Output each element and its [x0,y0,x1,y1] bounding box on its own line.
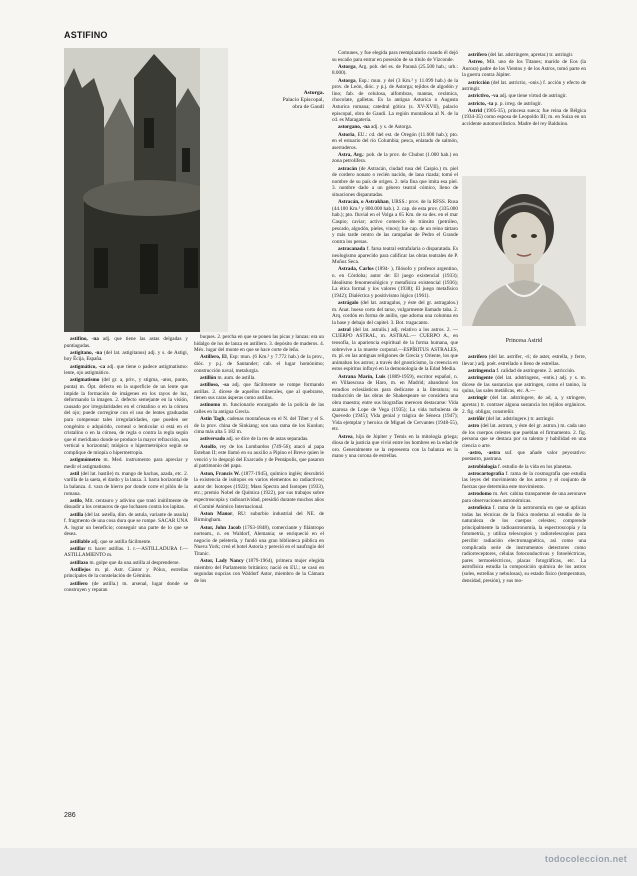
astorga-palace-image [64,48,228,332]
caption-title: Astorga. [303,90,324,96]
dictionary-entry: astrofísica f. rama de la astronomía en que se aplican todas las técnicas de la física moderna al estudio de la naturaleza de los cuerpos celestes; comprende principalmente la radioastronomía, la espectroscopía y la fotometría, y utiliza telescopios y radiotelescopios para percibir radiación electromagnética, así como una complicada serie de instrumentos detectores como radiorreceptores, células fotoconductivas y fotoeléctricas, pares termoeléctricos, placas fotográficas, etc. La astrofísica estudia la composición química de los astros (soles, estrellas y nebulosas), su estado físico (temperatura, densidad, presión), y sus mo- [462,505,586,584]
dictionary-entry: Astrana Marín, Luis (1889-1959), escritor español, n. en Villaescusa de Haro, m. en Madrid; abandonó los estudios eclesiásticos para dedicarse a la literatura; su traducción de las obras de Shakespeare se considera una obra maestra; entre sus biografías merecen destacarse: Vida azarosa de Lope de Vega (1935); La vida turbulenta de Quevedo (1945); Vida genial y trágica de Séneca (1947); Vida ejemplar y heroica de Miguel de Cervantes (1948-55), etc. [332,373,458,433]
dictionary-entry: astrocartografía f. rama de la cosmografía que estudia las leyes del movimiento de los astros y el conjunto de fuerzas que determina este movimiento. [462,470,586,491]
dictionary-entry: Astra, Arg.: pob. de la prov. de Chubut (1.000 hab.) en zona petrolífera. [332,151,458,165]
dictionary-entry: astinomo m. funcionario encargado de la policía de las calles en la antigua Grecia. [194,402,324,415]
dictionary-entry: astiversado adj. se dice de la res de astas separadas. [200,436,309,443]
dictionary-entry: astrífero (del lat. adstringere, apretar.) tr. astringir. [468,52,574,58]
dictionary-entry: astil (del lat. hastile) m. mango de hachas, azada, etc. 2. varilla de la saeta, el dardo y la lanza. 3. barra horizontal de la balanza. 4. vara de hierro por donde corre el pilón de la romana. [64,470,188,497]
dictionary-entry: astringir (del lat. adstringere, de ad, a, y stringere, apretar.) tr. contraer alguna sustancia los tejidos orgánicos. 2. fig. obligar, constreñir. [462,395,586,415]
dictionary-entry: astilloso, -sa adj. que fácilmente se rompe formando astillas. 2. dícese de aquellos minerales, que al quebrarse, tienen sus caras ásperas como astillas. [194,381,324,402]
dictionary-entry: buques. 2. percha en que se ponen las picas y lanzas: era un hidalgo de los de lanza en astillero. 3. depósito de maderos. 4. Méx. lugar del monte en que se hace corte de leña. [194,334,324,354]
running-header: ASTIFINO [64,30,108,40]
dictionary-entry: astrífero (del lat. astrifer, -ri; de aster, estrella, y ferre, llevar.) adj. poét. estrellado o lleno de estrellas. [462,354,586,367]
dictionary-entry: Astrid (1905-35), princesa sueca; fue reina de Bélgica (1934-35) como esposa de Leopoldo III; m. en Suiza en un accidente automovilístico. Madre del rey Balduino. [462,107,586,127]
dictionary-entry: astillón m. aum. de astilla. [200,374,256,381]
column-1 [64,336,188,856]
dictionary-entry: astillar tr. hacer astillas. 1. r.—ASTILLADURA f.—ASTILLAMIENTO m. [64,545,188,559]
dictionary-entry: astillazo m. golpe que da una astilla al desprenderse. [70,559,180,566]
dictionary-entry: Astrea, hija de Júpiter y Temis en la mitología griega; diosa de la justicia que vivió entre los hombres en la edad de oro. Generalmente se la representa con la balanza en la mano y una corona de estrellas. [332,433,458,460]
dictionary-entry: Astoria, EU.: cd. del est. de Oregón (11.600 hab.); pto. en el estuario del río Columbia; pesca, enlatado de salmón, aserraderos. [332,131,458,151]
dictionary-entry: astral (del lat. astralis.) adj. relativo a los astros. 2. — CUERPO ASTRAL, m. ASTRAL.— CUERPO A., en teosofía, la apariencia espiritual de la forma humana, que sobrevive a la muerte corporal.—ESPÍRITUS ASTRALES, m. pl. en las antiguas religiones de Grecia y Oriente, los que animaban los astros; a través del gnosticismo, la creencia en estos espíritus influyó en la demonología de la Edad Media. [332,326,458,373]
dictionary-entry: Astorga, Esp.: mun. y del (3 Km.² y 11.099 hab.) de la prov. de León, dióc. y p.j. de Astorga; tejidos de algodón y lino; fab. de celulosa, alfombras, mantas, cerámica, chocolate, galletas. Es la antigua Asturica o Augusta Asturica romana; catedral gótica (s. XV-XVII), palacio episcopal, obra de Gaudí. La región montañosa al N. de la cd. es Maragatería. [332,77,458,124]
dictionary-entry: astracanada f. farsa teatral estrafalaria o disparatada. Es neologismo aparecido para calificar las obras teatrales de P. Muñoz Seca. [332,245,458,266]
dictionary-entry: -astro, -astra suf. que añade valor peyorativo: poetastro, pastrana. [462,449,586,463]
dictionary-entry: Astrada, Carlos (1894- ), filósofo y profesor argentino, n. en Córdoba; autor de: El juego existencial (1933); Idealismo fenomenológico y metafísica existencial (1936); La ética formal y los valores (1938); El juego metafísico (1942); Dialéctica y positivismo lógico (1961). [332,266,458,299]
caption-line-2: obra de Gaudí [292,104,324,110]
dictionary-entry: Astillejos m. pl. Astr. Cástor y Pólux, estrellas principales de la constelación de Géminis. [64,566,188,580]
dictionary-entry: astigmatismo (del gr. a, priv., y stigma, -atos, punto, punta) m. Ópt. defecto en la superficie de un lente que impide la formación de imágenes en los rayos de luz, deformando la imagen. 2. defecto semejante en la visión, causado por irregularidades en el cristalino o en la córnea del ojo; puede corregirse con el uso de lentes graduadas para compensar tales irregularidades, que pueden ser congénito o adquirido, corneal o lenticular si está en el cristalino o en la córnea, de regla o contra la regla según que el meridiano donde se produce la mayor refracción, sea vertical u horizontal; miópico o hipermetrópico según se complique de miopía o hipermetropía. [64,377,188,456]
dictionary-entry: astricto, -ta p. p. irreg. de astringir. [468,100,542,107]
dictionary-entry: Astolfo, rey de los Lombardos (749-56); atacó al papa Esteban II; este llamó en su auxilio a Pipino el Breve quien le venció y lo despojó del Exarcado y de Pentápolis, que pasaron al patrimonio del papa. [194,443,324,470]
photo-caption-astorga [232,90,324,111]
princess-astrid-photo [462,176,586,326]
dictionary-entry: Astracán, o Astrakhan, URSS.: prov. de la RFSS. Rusa (44.100 Km.² y 800.000 hab.). 2. cap. de esta prov. (335.000 hab.); pto. fluvial en el Volga a 65 Km. de su des. en el mar Caspio; caviar; activo comercio de tránsito (petróleo, pescado, algodón, pieles, vinos); fue cap. de un reino tártaro y más tarde centro de las campañas de Pedro el Grande contra los persas. [332,199,458,245]
dictionary-entry: astillero (de astilla.) m. arsenal, lugar donde se construyen y reparan [64,580,188,594]
dictionary-entry: Aston, Francis W. (1877-1945), químico inglés; descubrió la existencia de isótopos en varios elementos no radiactivos; autor de: Isotopes (1922); Mass Spectra and Isotopes (1933), etc.; premio Nobel de Química (1922), por sus trabajos sobre espectroscopía y radioactividad, presidió durante muchos años el Comité Atómico Internacional. [194,470,324,510]
dictionary-entry: Astor, Lady Nancy (1879-1964), primera mujer elegida miembro del Parlamento británico; nació en EU.; se casó en segundas nupcias con Waldorf Astor, miembro de la Cámara de los [194,558,324,584]
dictionary-entry: astringente (del lat. adstringens, -entis.) adj. y s. m. dícese de las sustancias que astringen, como el tanino, la quina, las sales metálicas, etc. A.— [462,374,586,395]
caption-line-1: Palacio Episcopal, [282,97,324,103]
dictionary-entry: astringencia f. calidad de astringente. 2. astricción. [468,367,576,374]
dictionary-entry: astrodomo m. Aer. cabina transparente de una aeronave para observaciones astronómicas. [462,491,586,504]
astorga-palace-photo [64,48,228,332]
watermark-logo [545,854,627,864]
dictionary-entry: astilla (del lat. astella, dim. de astula, variante de assula) f. fragmento de una cosa dura que se rompe. SACAR UNA A. lograr un beneficio; conseguir una parte de lo que se desea. [64,511,188,538]
dictionary-entry: astro (del lat. astrum, y éste del gr. astron.) m. cada uno de los cuerpos celestes que pueblan el firmamento. 2. fig. persona que se destaca por su talento y habilidad en una ciencia o arte. [462,422,586,449]
dictionary-entry: astriñir (del lat. adstringere.) tr. astringir. [468,415,555,422]
dictionary-entry: astifino, -na adj. que tiene las astas delgadas y puntiagudas. [64,336,188,349]
watermark-suffix: .net [609,854,627,864]
dictionary-entry: Astreo, Mit. uno de los Titanes; marido de Eos (la Aurora) padre de los Vientos y de los Astros, tomó parte en la guerra contra Júpiter. [462,59,586,79]
dictionary-entry: astrobiología f. estudio de la vida en los planetas. [468,463,572,470]
princess-astrid-portrait [462,176,586,326]
dictionary-entry: astigmático, -ca adj. que tiene o padece astigmatismo: lente, ojo astigmático. [64,363,188,377]
dictionary-entry: Comunes, y fue elegida para reemplazarlo cuando él dejó su escaño para entrar en posesión de su título de Vizconde. [332,50,458,63]
column-3 [332,50,458,856]
photo-caption-astrid: Princesa Astrid [505,338,543,344]
watermark-footer [0,848,637,876]
dictionary-entry: Astorga, Arg. pob. del es. de Paraná (25.500 hab.; urb.: 8.000). [332,63,458,77]
column-2 [194,334,324,856]
dictionary-entry: astilo, Mit. centauro y adivino que trató inútilmente de disuadir a los centauros de que luchasen contra los lapitas. [64,497,188,511]
dictionary-entry: astrictivo, -va adj. que tiene virtud de astringir. [468,93,567,100]
dictionary-entry: astrágalo (del lat. astragalus, y éste del gr. astragalos.) m. Anat. hueso corto del tarso, vulgarmente llamado taba. 2. Arq. cordón en forma de anillo, que adorna una columna en la base y debajo del capitel. 3. Bot. tragacanto. [332,299,458,326]
dictionary-entry: astricción (del lat. astrictio, -onis.) f. acción y efecto de astringir. [462,79,586,93]
dictionary-entry: astorgano, -na adj. y s. de Astorga. [338,124,412,131]
dictionary-entry: astigmómetro m. Med. instrumento para apreciar y medir el astigmatismo. [64,457,188,470]
dictionary-entry: Astillero, El, Esp: mun. (6 Km.² y 7.772 hab.) de la prov., dióc. y p.j. de Santander; cab. el lugar homónimo; construcción naval, metalurgia. [194,354,324,374]
dictionary-entry: astillable adj. que se astilla fácilmente. [70,538,152,545]
watermark-brand: todocoleccion [544,854,610,864]
dictionary-entry: astracán (de Astracán, ciudad rusa del Caspio.) m. piel de cordero nonato o recién nacido, de lana rizada; tomó el nombre de su país de origen. 2. tela fina que imita esa piel. 3. nombre dado a un género teatral cómico, lleno de situaciones disparatadas. [332,165,458,199]
dictionary-entry: Astin Tagh, cadenas montañosas en el N. del Tíbet y el S. de la prov. china de Sinkiang; son una rama de los Kunlun; cima más alta 5 182 m. [194,416,324,436]
column-4-bottom [462,354,586,856]
page-number: 286 [64,812,76,819]
dictionary-entry: astigitano, -na (del lat. astigitanus) adj. y s. de Astigi, hoy Écija, España. [64,349,188,363]
dictionary-entry: Aston Manor, RU: suburbio industrial del NE. de Birmingham. [194,510,324,524]
dictionary-entry: Astor, John Jacob (1763-1848), comerciante y filántropo norteam., n. en Waldorf, Alemania; se enriqueció en el negocio de peletería, y fundó una gran biblioteca pública en Nueva York; creó el hotel Astoria y pereció en el naufragio del Titanic. [194,524,324,557]
